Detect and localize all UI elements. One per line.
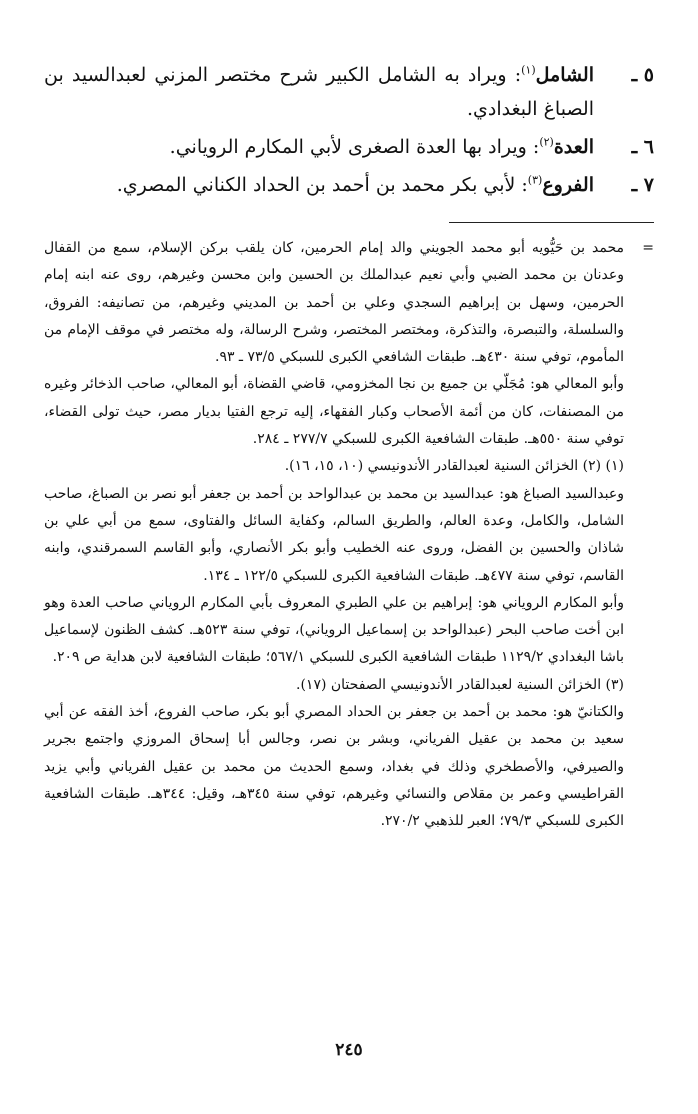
- footnote-ref: (٣): [527, 173, 543, 187]
- footnote-1-2: [44, 453, 654, 671]
- footnote-divider: [449, 222, 654, 223]
- book-page: [44, 58, 654, 836]
- item-text: : لأبي بكر محمد بن أحمد بن الحداد الكناني المصري.: [116, 174, 528, 196]
- footnote-source: الخزائن السنية لعبدالقادر الأندونيسي (١٠، ١٥، ١٦).: [284, 458, 579, 475]
- item-number: ٥ ـ: [631, 64, 654, 86]
- item-term: الفروع: [542, 174, 594, 196]
- footnote-paragraph: محمد بن حَيُّويه أبو محمد الجويني والد إمام الحرمين، كان يلقب بركن الإسلام، سمع من القفال وعدنان بن محمد الضبي وأبي نعيم عبدالملك بن الحسين وابن محسن وغيرهم، روى عنه ابنه إمام الحرمين، وسهل بن إبراهيم السجدي وعلي بن أحمد بن المديني وغيرهم، من تصانيفه: الفروق، والسلسلة، والتبصرة، والتذكرة، ومختصر المختصر، وشرح الرسالة، وله مختصر في موقف الإمام من المأموم، توفي سنة ٤٣٠هـ. طبقات الشافعي الكبرى للسبكي ٧٣/٥ ـ ٩٣.: [44, 240, 624, 366]
- footnote-source: الخزائن السنية لعبدالقادر الأندونيسي الصفحتان (١٧).: [296, 676, 602, 693]
- page-number: ٢٤٥: [335, 1040, 363, 1060]
- continuation-mark: =: [642, 240, 654, 256]
- main-text: [44, 58, 654, 202]
- item-text: : ويراد به الشامل الكبير شرح مختصر المزني لعبدالسيد بن الصباغ البغدادي.: [44, 64, 594, 120]
- main-item-6: [44, 130, 654, 164]
- footnote-paragraph: وأبو المعالي هو: مُجَلّي بن جميع بن نجا المخزومي، قاضي القضاة، أبو المعالي، صاحب الذخائر وغيره من المصنفات، كان من أئمة الأصحاب وكبار الفقهاء، إليه ترجع الفتيا بديار مصر، حيث تولى القضاء، توفي سنة ٥٥٠هـ. طبقات الشافعية الكبرى للسبكي ٢٧٧/٧ ـ ٢٨٤.: [44, 376, 624, 448]
- footnotes: [44, 235, 654, 836]
- footnote-paragraph: والكتانيّ هو: محمد بن أحمد بن جعفر بن الحداد المصري أبو بكر، صاحب الفروع، أخذ الفقه عن أبي سعيد بن محمد بن عقيل الفرياني، وبشر بن نصر، وجالس أبا إسحاق المروزي واجتمع بجرير والصيرفي، والأصطخري وذلك في بغداد، وسمع الحديث من محمد بن عقيل الفرياني وأبي يزيد القراطيسي وعمر بن مقلاص والنسائي وغيرهم، توفي سنة ٣٤٥هـ، وقيل: ٣٤٤هـ. طبقات الشافعية الكبرى للسبكي ٧٩/٣؛ العبر للذهبي ٢٧٠/٢.: [44, 704, 624, 830]
- footnote-paragraph: وعبدالسيد الصباغ هو: عبدالسيد بن محمد بن عبدالواحد بن أحمد بن جعفر أبو نصر بن الصباغ، صاحب الشامل، والكامل، وعدة العالم، والطريق السالم، وكفاية السائل والفتاوى، سمع من أبي علي بن شاذان والحسين بن الفضل، وروى عنه الخطيب وأبو بكر الأنصاري، وأبو القاسم السمرقندي، وابنه القاسم، توفي سنة ٤٧٧هـ. طبقات الشافعية الكبرى للسبكي ١٢٢/٥ ـ ١٣٤.: [44, 485, 624, 584]
- footnote-mark: (١) (٢): [582, 458, 624, 475]
- item-text: : ويراد بها العدة الصغرى لأبي المكارم الروياني.: [169, 136, 540, 158]
- main-item-7: [44, 168, 654, 202]
- footnote-continuation: [44, 235, 654, 453]
- item-number: ٧ ـ: [631, 174, 654, 196]
- footnote-paragraph: وأبو المكارم الروياني هو: إبراهيم بن علي الطبري المعروف بأبي المكارم الروياني صاحب العدة وهو ابن أخت صاحب البحر (عبدالواحد بن إسماعيل الروياني)، توفي سنة ٥٢٣هـ. كشف الظنون لإسماعيل باشا البغدادي ١١٢٩/٢ طبقات الشافعية الكبرى للسبكي ٥٦٧/١؛ طبقات الشافعية لابن هداية ص ٢٠٩.: [44, 594, 624, 666]
- footnote-3: [44, 672, 654, 836]
- main-item-5: [44, 58, 654, 126]
- footnote-ref: (٢): [539, 135, 554, 149]
- item-term: الشامل: [535, 64, 594, 86]
- item-number: ٦ ـ: [631, 136, 654, 158]
- footnote-ref: (١): [521, 63, 536, 77]
- item-term: العدة: [553, 136, 594, 158]
- footnote-mark: (٣): [605, 676, 624, 693]
